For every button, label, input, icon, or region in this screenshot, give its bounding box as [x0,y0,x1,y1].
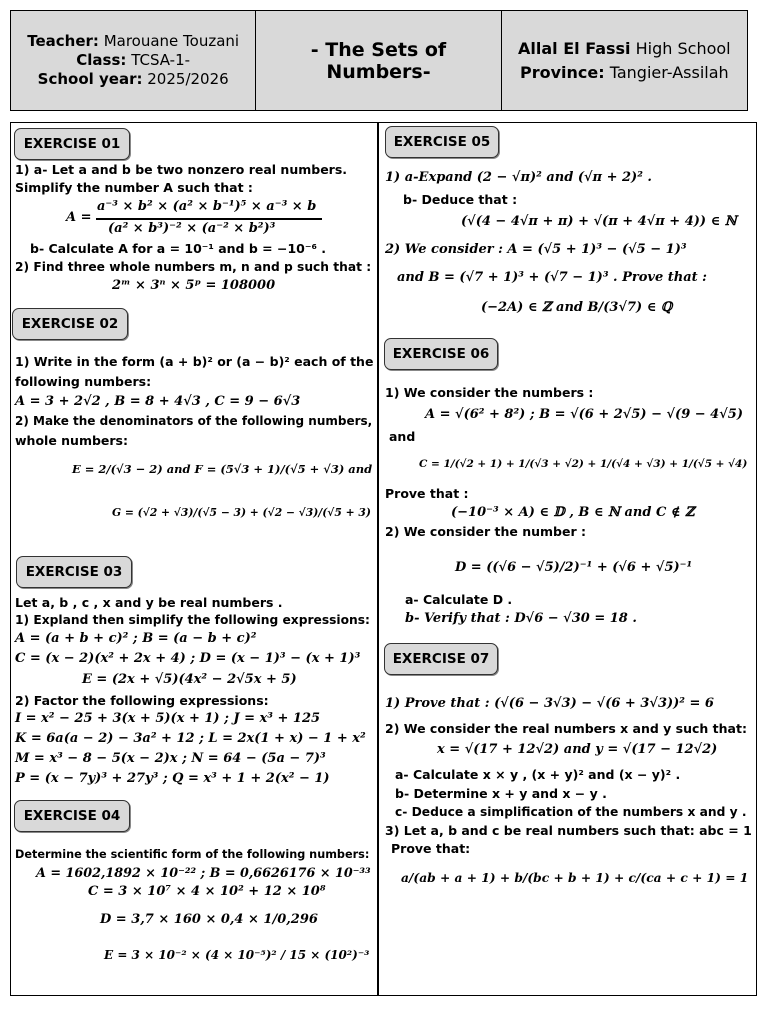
left-column [12,122,376,996]
exercise-06-label: EXERCISE 06 [384,338,498,370]
ex7-line8: Prove that: [391,841,471,856]
exercise-04-label: EXERCISE 04 [14,800,130,832]
ex1-line2: Simplify the number A such that : [15,180,253,195]
exercise-01-label: EXERCISE 01 [14,128,130,160]
ex5-line5: and B = (√7 + 1)³ + (√7 − 1)³ . Prove that : [397,270,707,285]
ex6-line5: Prove that : [385,486,469,501]
ex1-formula-numerator: a⁻³ × b² × (a² × b⁻¹)⁵ × a⁻³ × b [97,199,317,214]
ex1-line3: b- Calculate A for a = 10⁻¹ and b = −10⁻⁶ . [30,241,327,256]
column-divider [377,122,379,996]
exercise-03-label: EXERCISE 03 [16,556,132,588]
class-name: TCSA-1- [131,51,191,69]
ex3-line10: P = (x − 7y)³ + 27y³ ; Q = x³ + 1 + 2(x² − 1) [15,771,330,786]
ex1-line5: 2ᵐ × 3ⁿ × 5ᵖ = 108000 [112,278,276,293]
exercise-07-label: EXERCISE 07 [384,643,498,675]
ex2-line6: E = 2/(√3 − 2) and F = (5√3 + 1)/(√5 + √3) and [72,462,373,476]
year-label: School year: [37,70,143,88]
year-value: 2025/2026 [147,70,229,88]
class-label: Class: [76,51,127,69]
ex7-line6: c- Deduce a simplification of the numbers x and y . [395,805,747,819]
ex6-line4: C = 1/(√2 + 1) + 1/(√3 + √2) + 1/(√4 + √3) + 1/(√5 + √4) [419,458,748,470]
ex7-line1: 1) Prove that : (√(6 − 3√3) − √(6 + 3√3))² = 6 [385,696,714,711]
ex4-line4: D = 3,7 × 160 × 0,4 × 1/0,296 [100,912,318,927]
ex4-line5: E = 3 × 10⁻² × (4 × 10⁻⁵)² / 15 × (10²)⁻³ [104,948,370,962]
ex6-line3: and [389,429,416,444]
right-column [381,122,755,996]
school-name: Allal El Fassi [518,38,631,58]
ex1-fraction-bar [96,218,322,220]
ex1-line1: 1) a- Let a and b be two nonzero real numbers. [15,162,348,177]
ex3-line2: 1) Expland then simplify the following expressions: [15,613,370,627]
ex6-line10: b- Verify that : D√6 − √30 = 18 . [405,611,637,626]
ex2-line2: following numbers: [15,374,152,389]
ex2-line5: whole numbers: [15,433,129,448]
teacher-label: Teacher: [27,32,99,50]
title-text: - The Sets of Numbers- [310,38,447,83]
ex2-line7: G = (√2 + √3)/(√5 − 3) + (√2 − √3)/(√5 + 3) [112,506,371,519]
ex7-line9: a/(ab + a + 1) + b/(bc + b + 1) + c/(ca + c + 1) = 1 [401,870,749,885]
ex4-line3: C = 3 × 10⁷ × 4 × 10² + 12 × 10⁸ [88,884,326,899]
ex1-formula-lhs: A = [66,210,92,225]
ex7-line4: a- Calculate x × y , (x + y)² and (x − y)² . [395,767,681,782]
ex7-line5: b- Determine x + y and x − y . [395,786,607,801]
ex6-line9: a- Calculate D . [405,592,513,607]
ex6-line7: 2) We consider the number : [385,524,586,539]
ex6-line1: 1) We consider the numbers : [385,385,594,400]
province-label: Province: [519,62,605,82]
ex5-line3: (√(4 − 4√π + π) + √(π + 4√π + 4)) ∈ ℕ [461,214,737,229]
ex1-formula-denominator: (a² × b³)⁻² × (a⁻² × b²)³ [108,221,276,236]
exercise-02-label: EXERCISE 02 [12,308,128,340]
ex6-line8: D = ((√6 − √5)/2)⁻¹ + (√6 + √5)⁻¹ [455,560,693,575]
ex4-line1: Determine the scientific form of the following numbers: [15,848,370,861]
ex7-line3: x = √(17 + 12√2) and y = √(17 − 12√2) [437,742,718,757]
exercise-05-label: EXERCISE 05 [385,126,499,158]
ex2-line1: 1) Write in the form (a + b)² or (a − b)² each of the [15,354,374,369]
ex5-line2: b- Deduce that : [403,192,518,207]
worksheet-header [10,10,748,111]
ex1-line4: 2) Find three whole numbers m, n and p such that : [15,260,372,274]
ex5-line1: 1) a-Expand (2 − √π)² and (√π + 2)² . [385,170,652,185]
teacher-info [11,11,256,110]
ex2-line3: A = 3 + 2√2 , B = 8 + 4√3 , C = 9 − 6√3 [15,394,301,409]
ex3-line8: K = 6a(a − 2) − 3a² + 12 ; L = 2x(1 + x) − 1 + x² [15,731,366,746]
ex3-line1: Let a, b , c , x and y be real numbers . [15,595,283,610]
worksheet-title [256,11,501,110]
ex5-line6: (−2A) ∈ ℤ and B/(3√7) ∈ ℚ [481,300,673,315]
ex7-line7: 3) Let a, b and c be real numbers such that: abc = 1 [385,823,752,838]
teacher-name: Marouane Touzani [103,32,240,50]
ex3-line4: C = (x − 2)(x² + 2x + 4) ; D = (x − 1)³ − (x + 1)³ [15,651,361,666]
ex3-line3: A = (a + b + c)² ; B = (a − b + c)² [15,631,257,646]
school-type: High School [635,38,731,58]
ex3-line9: M = x³ − 8 − 5(x − 2)x ; N = 64 − (5a − 7)³ [15,751,326,766]
ex2-line4: 2) Make the denominators of the following numbers, [15,414,373,428]
ex3-line5: E = (2x + √5)(4x² − 2√5x + 5) [82,672,297,687]
ex6-line6: (−10⁻³ × A) ∈ 𝔻 , B ∈ ℕ and C ∉ ℤ [451,505,695,520]
ex5-line4: 2) We consider : A = (√5 + 1)³ − (√5 − 1)³ [385,242,687,257]
ex7-line2: 2) We consider the real numbers x and y such that: [385,721,747,736]
ex4-line2: A = 1602,1892 × 10⁻²² ; B = 0,6626176 × 10⁻³³ [36,866,371,881]
province-value: Tangier-Assilah [609,62,729,82]
ex3-line7: I = x² − 25 + 3(x + 5)(x + 1) ; J = x³ + 125 [15,711,321,726]
school-info [502,11,747,110]
ex3-line6: 2) Factor the following expressions: [15,693,269,708]
ex6-line2: A = √(6² + 8²) ; B = √(6 + 2√5) − √(9 − 4√5) [425,407,743,422]
